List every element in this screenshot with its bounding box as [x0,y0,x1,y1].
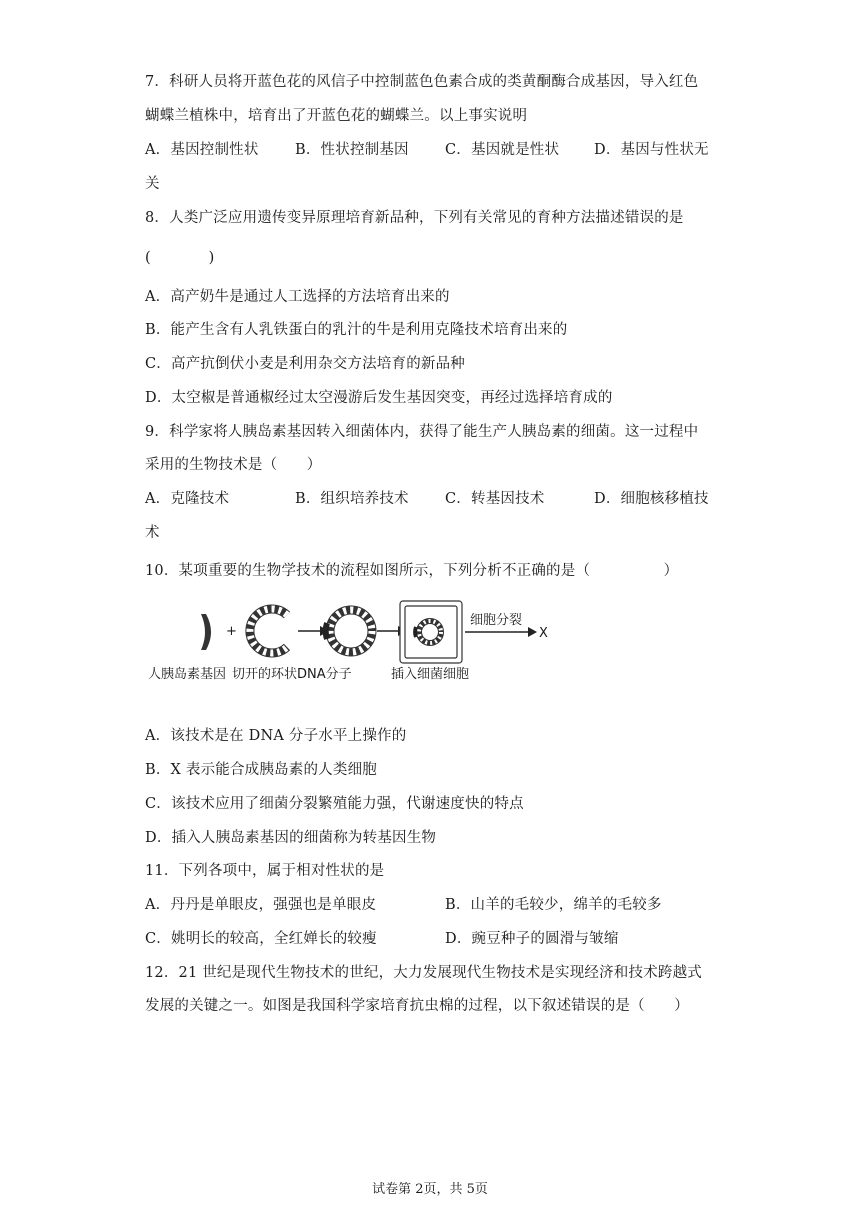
plus-sign: + [226,624,237,639]
q9-option-d: D．细胞核移植技 [594,491,709,507]
q11-option-b: B．山羊的毛较少，绵羊的毛较多 [445,897,662,913]
page-footer: 试卷第 2页，共 5页 [372,1182,488,1197]
q8-option-d: D．太空椒是普通椒经过太空漫游后发生基因突变，再经过选择培育成的 [145,390,613,406]
q7-stem-line1: 7．科研人员将开蓝色花的风信子中控制蓝色色素合成的类黄酮酶合成基因，导入红色 [145,74,699,90]
q7-option-a: A．基因控制性状 [145,142,259,158]
q9-option-c: C．转基因技术 [445,491,545,507]
q7-stem-line2: 蝴蝶兰植株中，培育出了开蓝色花的蝴蝶兰。以上事实说明 [145,108,528,124]
q9-option-b: B．组织培养技术 [295,491,409,507]
insulin-gene-label: 人胰岛素基因 [148,667,227,682]
q8-stem-line1: 8．人类广泛应用遗传变异原理培育新品种，下列有关常见的育种方法描述错误的是 [145,210,684,226]
q11-option-a: A．丹丹是单眼皮，强强也是单眼皮 [145,897,377,913]
q7-option-c: C．基因就是性状 [445,142,560,158]
q10-option-c: C．该技术应用了细菌分裂繁殖能力强，代谢速度快的特点 [145,796,524,812]
q7-option-b: B．性状控制基因 [295,142,409,158]
q12-stem-line1: 12．21 世纪是现代生物技术的世纪，大力发展现代生物技术是实现经济和技术跨越式 [145,965,703,981]
q10-option-b: B．X 表示能合成胰岛素的人类细胞 [145,762,377,778]
q11-stem: 11．下列各项中，属于相对性状的是 [145,863,385,879]
arrow-icon [465,627,537,637]
q7-option-d-wrap: 关 [145,176,160,192]
insert-bacteria-label: 插入细菌细胞 [391,667,470,682]
q10-stem: 10．某项重要的生物学技术的流程如图所示，下列分析不正确的是（ ） [145,563,679,579]
open-plasmid-icon [250,609,287,653]
gene-transfer-diagram [140,598,600,690]
q9-option-a: A．克隆技术 [145,491,230,507]
q11-option-c: C．姚明长的较高，全红婵长的较瘦 [145,931,377,947]
q8-option-c: C．高产抗倒伏小麦是利用杂交方法培育的新品种 [145,356,465,372]
q10-option-d: D．插入人胰岛素基因的细菌称为转基因生物 [145,830,437,846]
gene-fragment-icon [201,614,211,650]
q12-stem-line2: 发展的关键之一。如图是我国科学家培育抗虫棉的过程，以下叙述错误的是（ ） [145,998,689,1014]
q9-stem-line2: 采用的生物技术是（ ） [145,457,322,473]
q11-option-d: D．豌豆种子的圆滑与皱缩 [445,931,619,947]
q9-option-d-wrap: 术 [145,525,160,541]
bacterial-cell-icon [400,601,462,663]
q7-option-d: D．基因与性状无 [594,142,709,158]
q9-stem-line1: 9．科学家将人胰岛素基因转入细菌体内，获得了能生产人胰岛素的细菌。这一过程中 [145,424,699,440]
q8-answer-blank: ( ) [145,250,215,266]
product-x-label: X [539,626,548,641]
q8-option-b: B．能产生含有人乳铁蛋白的乳汁的牛是利用克隆技术培育出来的 [145,322,568,338]
cut-dna-label: 切开的环状DNA分子 [232,667,352,682]
recombinant-plasmid-icon [326,610,372,652]
q10-option-a: A．该技术是在 DNA 分子水平上操作的 [145,728,407,744]
cell-division-label: 细胞分裂 [470,613,523,628]
q8-option-a: A．高产奶牛是通过人工选择的方法培育出来的 [145,289,450,305]
